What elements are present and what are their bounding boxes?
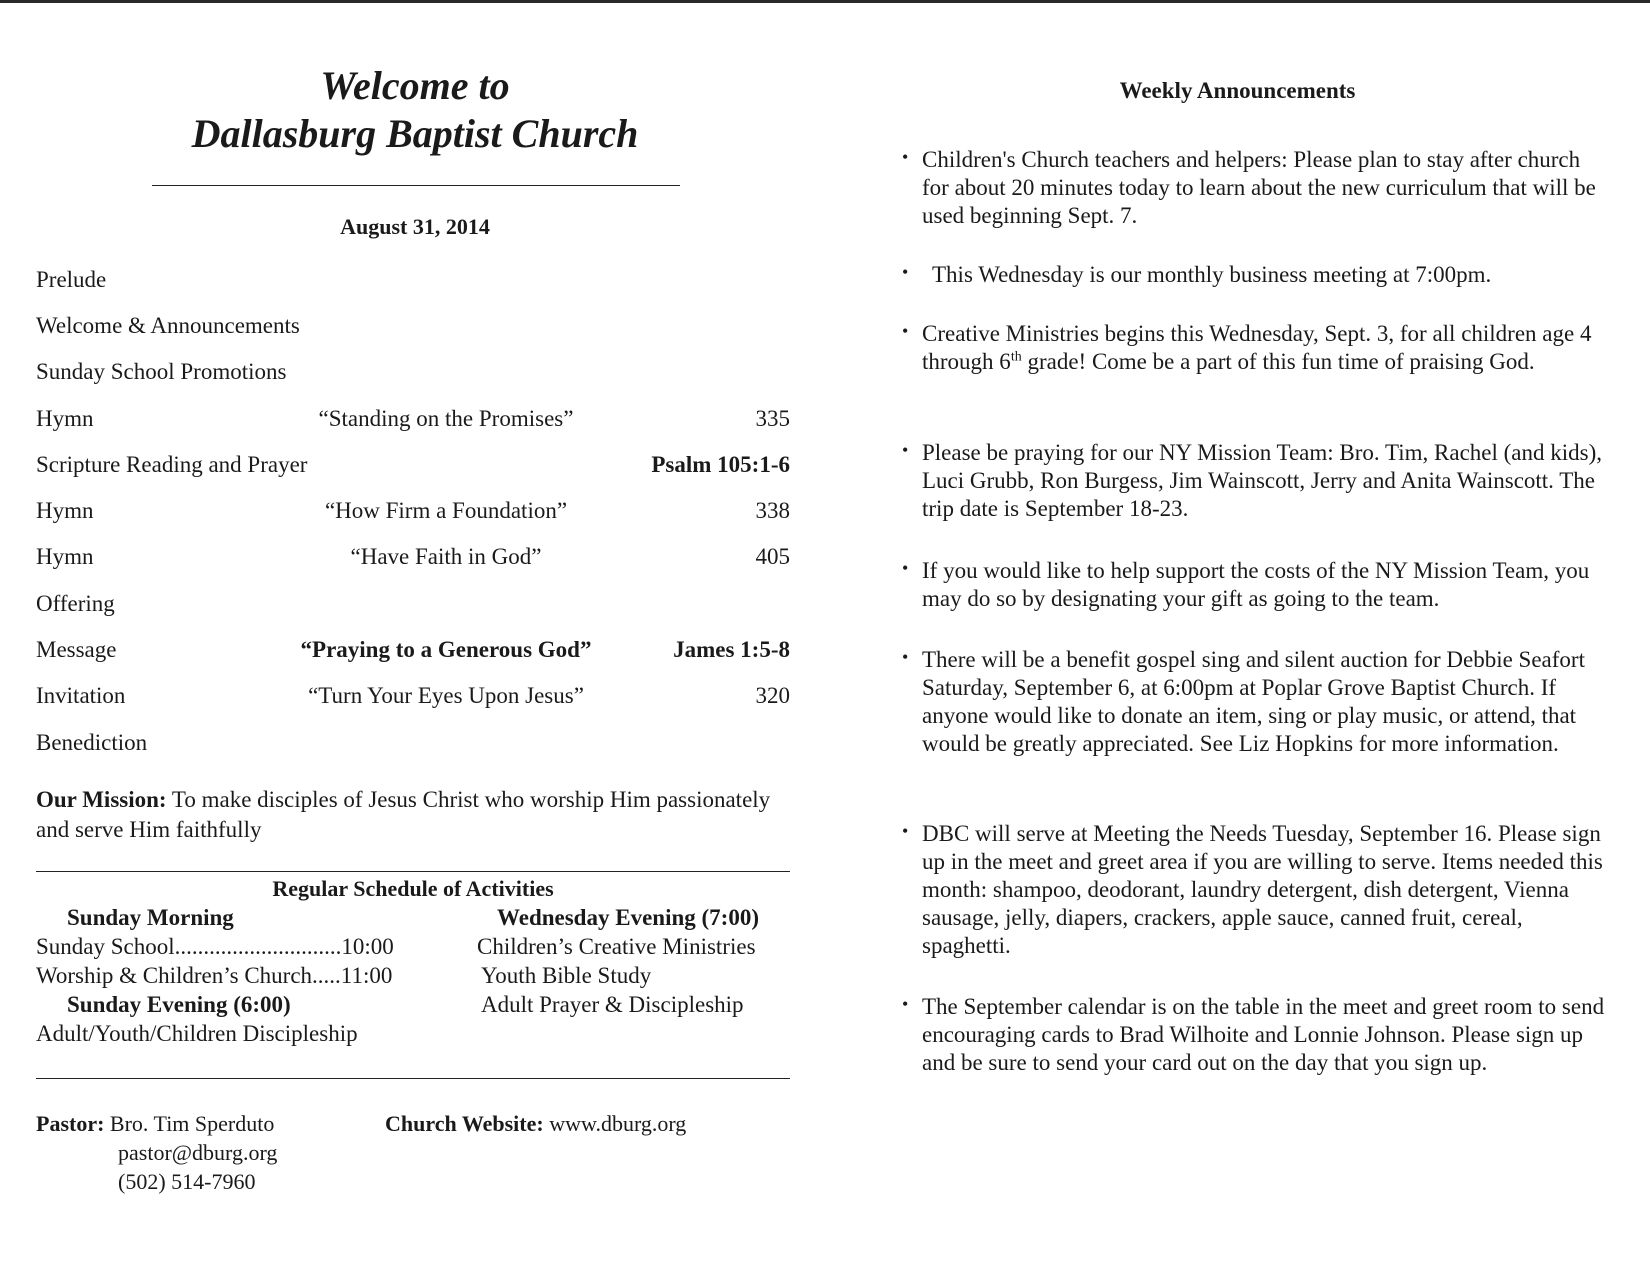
- service-item-label: Scripture Reading and Prayer: [36, 452, 308, 477]
- bullet-icon: •: [902, 440, 909, 460]
- announcement-item: [922, 320, 1612, 376]
- service-item: [36, 357, 790, 387]
- bullet-icon: •: [902, 821, 909, 841]
- pastor-line: [36, 1110, 274, 1138]
- wednesday-activity: Children’s Creative Ministries: [477, 934, 756, 959]
- service-item-label: Welcome & Announcements: [36, 313, 300, 338]
- service-item-label: Benediction: [36, 730, 148, 755]
- service-item-label: Hymn: [36, 544, 94, 569]
- service-item-label: Offering: [36, 591, 115, 616]
- service-item: [36, 681, 790, 711]
- wednesday-activity: Adult Prayer & Discipleship: [481, 992, 744, 1017]
- pastor-email: pastor@dburg.org: [118, 1140, 278, 1165]
- church-name-title: Dallasburg Baptist Church: [191, 111, 639, 156]
- pastor-phone: (502) 514-7960: [118, 1169, 256, 1194]
- scripture-reference: James 1:5-8: [673, 637, 790, 662]
- mission-text: To make disciples of Jesus Christ who worship Him passionately and serve Him faithfully: [36, 787, 771, 842]
- message-title: “Praying to a Generous God”: [300, 637, 592, 662]
- title-divider: [152, 185, 680, 186]
- service-item-label: Sunday School Promotions: [36, 359, 287, 384]
- hymn-number: 338: [755, 498, 790, 523]
- sunday-morning-heading: Sunday Morning: [67, 905, 234, 930]
- hymn-number: 320: [755, 683, 790, 708]
- service-date: August 31, 2014: [340, 214, 490, 239]
- hymn-number: 405: [755, 544, 790, 569]
- ordinal-suffix: th: [1010, 349, 1022, 365]
- mission-statement: [36, 785, 776, 845]
- service-item: [36, 542, 790, 572]
- service-item-label: Hymn: [36, 406, 94, 431]
- bullet-icon: •: [902, 647, 909, 667]
- website-url: www.dburg.org: [549, 1111, 687, 1136]
- announcement-text: Creative Ministries begins this Wednesday, Sept. 3, for all children age 4 through 6: [922, 321, 1592, 374]
- website-label: Church Website:: [385, 1111, 544, 1136]
- scripture-reference: Psalm 105:1-6: [651, 452, 790, 477]
- hymn-title: “Have Faith in God”: [350, 544, 542, 569]
- announcements-title: Weekly Announcements: [1119, 78, 1356, 103]
- wednesday-evening-heading: Wednesday Evening (7:00): [497, 905, 759, 930]
- sunday-evening-heading: Sunday Evening (6:00): [67, 992, 291, 1017]
- sunday-school-time: Sunday School.............................10:00: [36, 934, 394, 959]
- service-item: [36, 265, 790, 295]
- sunday-evening-activity: Adult/Youth/Children Discipleship: [36, 1021, 358, 1046]
- welcome-title-line1: Welcome to: [320, 63, 510, 108]
- service-item: [36, 311, 790, 341]
- announcement-item: The September calendar is on the table in the meet and greet room to send encouraging cards to Brad Wilhoite and Lonnie Johnson. Please sign up and be sure to send your card out on the day that you sign up.: [922, 994, 1605, 1075]
- bulletin-right-page: [825, 0, 1650, 1275]
- schedule-bottom-divider: [36, 1078, 790, 1079]
- bullet-icon: •: [902, 994, 909, 1014]
- service-item: [36, 450, 790, 480]
- website-line: [385, 1110, 686, 1138]
- service-item: [36, 728, 790, 758]
- announcement-item: Please be praying for our NY Mission Team: Bro. Tim, Rachel (and kids), Luci Grubb, Ron Burgess, Jim Wainscott, Jerry and Anita Wainscott. The trip date is September 18-23.: [922, 440, 1603, 521]
- announcement-text: grade! Come be a part of this fun time of praising God.: [1021, 349, 1535, 374]
- service-item: [36, 496, 790, 526]
- hymn-number: 335: [755, 406, 790, 431]
- announcement-item: This Wednesday is our monthly business meeting at 7:00pm.: [932, 262, 1492, 287]
- worship-time: Worship & Children’s Church.....11:00: [36, 963, 393, 988]
- announcement-item: Children's Church teachers and helpers: Please plan to stay after church for about 20 minutes today to learn about the new curriculum that will be used beginning Sept. 7.: [922, 147, 1596, 228]
- schedule-title: Regular Schedule of Activities: [272, 876, 554, 901]
- hymn-title: “How Firm a Foundation”: [324, 498, 568, 523]
- bullet-icon: •: [902, 558, 909, 578]
- pastor-name: Bro. Tim Sperduto: [109, 1111, 275, 1136]
- announcement-item: If you would like to help support the costs of the NY Mission Team, you may do so by designating your gift as going to the team.: [922, 558, 1590, 611]
- service-item-label: Prelude: [36, 267, 107, 292]
- bullet-icon: •: [902, 147, 909, 167]
- service-item-label: Invitation: [36, 683, 126, 708]
- pastor-label: Pastor:: [36, 1111, 105, 1136]
- bullet-icon: •: [902, 262, 909, 282]
- announcement-item: There will be a benefit gospel sing and silent auction for Debbie Seafort Saturday, September 6, at 6:00pm at Poplar Grove Baptist Church. If anyone would like to donate an item, sing or play music, or attend, that would be greatly appreciated. See Liz Hopkins for more information.: [922, 647, 1585, 756]
- service-item-label: Message: [36, 637, 117, 662]
- service-item: [36, 404, 790, 434]
- service-item-label: Hymn: [36, 498, 94, 523]
- wednesday-activity: Youth Bible Study: [481, 963, 652, 988]
- hymn-title: “Standing on the Promises”: [318, 406, 574, 431]
- service-item: [36, 635, 790, 665]
- service-item: [36, 589, 790, 619]
- hymn-title: “Turn Your Eyes Upon Jesus”: [308, 683, 584, 708]
- schedule-top-divider: [36, 871, 790, 872]
- bullet-icon: •: [902, 321, 909, 341]
- mission-label: Our Mission:: [36, 787, 167, 812]
- announcement-item: DBC will serve at Meeting the Needs Tuesday, September 16. Please sign up in the meet and greet area if you are willing to serve. Items needed this month: shampoo, deodorant, laundry detergent, dish detergent, Vienna sausage, jelly, diapers, crackers, apple sauce, canned fruit, cereal, spaghetti.: [922, 821, 1603, 958]
